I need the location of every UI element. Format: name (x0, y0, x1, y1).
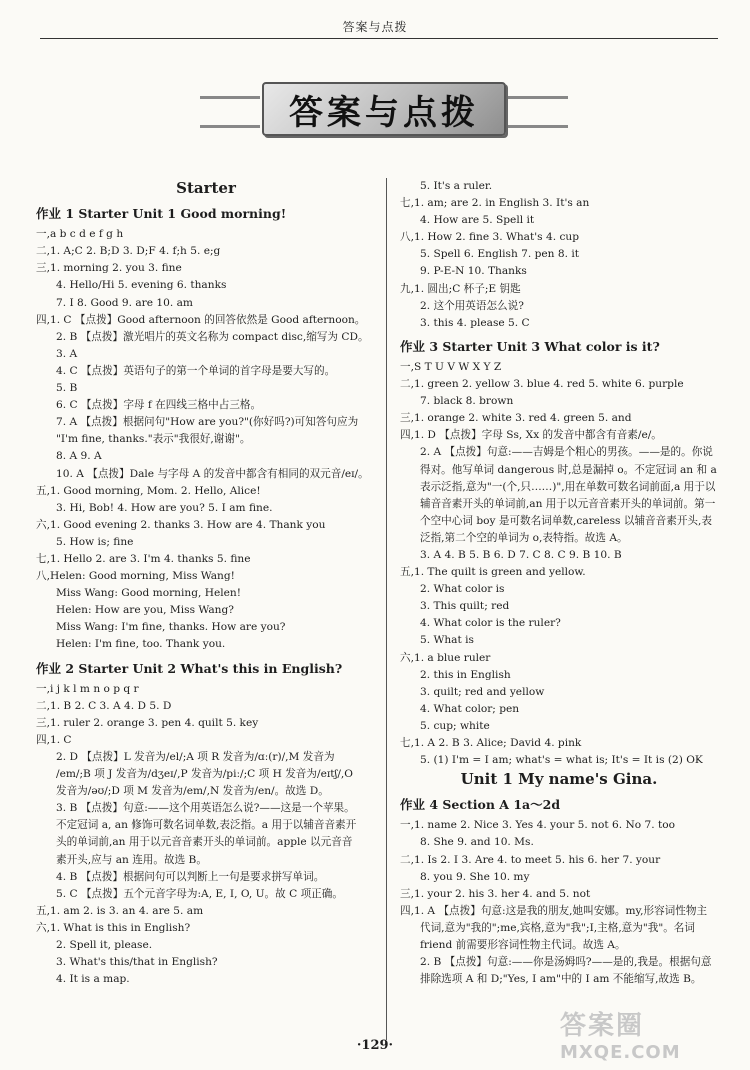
answer-line: 3. Hi, Bob! 4. How are you? 5. I am fine. (56, 501, 273, 514)
answer-line: 5. cup; white (420, 719, 490, 732)
answer-line: 三,1. morning 2. you 3. fine (36, 262, 182, 275)
answer-line: 3. quilt; red and yellow (420, 685, 545, 698)
left-column (36, 178, 376, 988)
exercise-heading: 作业 4 Section A 1a～2d (400, 797, 561, 813)
exercise-heading: 作业 3 Starter Unit 3 What color is it? (400, 338, 660, 354)
exercise-heading: 作业 2 Starter Unit 2 What's this in English? (36, 660, 343, 676)
answer-line: 2. this in English (420, 668, 511, 681)
answer-line: 六,1. a blue ruler (400, 651, 491, 664)
section-title: Unit 1 My name's Gina. (460, 770, 658, 789)
answer-line: 4. Hello/Hi 5. evening 6. thanks (56, 279, 227, 292)
answer-line: 得对。他写单词 dangerous 时,总是漏掉 o。不定冠词 an 和 a 表示泛指,意为"一(个,只……)",用在单数可数名词前面,a 用于以辅音音素开头的单词前,an 用于以元音音素开头的单词前。第一个空中心词 boy 是可数名词单数,careless 以辅音音素开头,表泛指,第二个空的单词为 o,表特指。故选 A。 (420, 463, 717, 544)
answer-line: 8. She 9. and 10. Ms. (420, 836, 534, 849)
answer-line: 4. What color is the ruler? (420, 617, 561, 630)
answer-line: 七,1. A 2. B 3. Alice; David 4. pink (400, 737, 582, 749)
answer-line: Helen: I'm fine, too. Thank you. (56, 638, 226, 651)
answer-line: 2. B 【点拨】句意:——你是汤姆吗?——是的,我是。根据句意 (420, 956, 712, 969)
answer-line: 二,1. green 2. yellow 3. blue 4. red 5. white 6. purple (400, 378, 684, 391)
answer-line: 九,1. 圆出;C 杯子;E 钥匙 (400, 282, 521, 295)
answer-line: 一,S T U V W X Y Z (400, 360, 502, 373)
answer-line: Miss Wang: I'm fine, thanks. How are you? (56, 621, 286, 634)
answer-line: 2. Spell it, please. (56, 939, 153, 952)
answer-line: 二,1. Is 2. I 3. Are 4. to meet 5. his 6. her 7. your (400, 853, 661, 866)
answer-line: 五,1. The quilt is green and yellow. (400, 566, 586, 579)
answer-line: 5. Spell 6. English 7. pen 8. it (420, 248, 579, 261)
answer-line: 七,1. am; are 2. in English 3. It's an (400, 197, 590, 210)
answer-line: 8. you 9. She 10. my (420, 870, 530, 883)
answer-line: 四,1. C 【点拨】Good afternoon 的回答依然是 Good afternoon。 (36, 313, 366, 326)
answer-line: 3. This quilt; red (420, 600, 510, 613)
answer-line: 二,1. A;C 2. B;D 3. D;F 4. f;h 5. e;g (36, 245, 221, 258)
answer-line: 一,1. name 2. Nice 3. Yes 4. your 5. not 6. No 7. too (400, 819, 675, 832)
answer-line: 2. B 【点拨】激光唱片的英文名称为 compact disc,缩写为 CD。 (56, 330, 369, 343)
answer-line: 一,i j k l m n o p q r (36, 682, 139, 695)
answer-line: 2. 这个用英语怎么说? (420, 299, 524, 312)
answer-line: 5. It's a ruler. (420, 180, 493, 192)
answer-line: 八,Helen: Good morning, Miss Wang! (36, 570, 235, 583)
answer-line: 5. B (56, 382, 78, 395)
answer-line: 9. P-E-N 10. Thanks (420, 265, 527, 278)
answer-line: 3. this 4. please 5. C (420, 316, 530, 329)
answer-line: "I'm fine, thanks."表示"我很好,谢谢"。 (56, 433, 251, 446)
answer-line: 四,1. A 【点拨】句意:这是我的朋友,她叫安娜。my,形容词性物主 (400, 904, 708, 917)
answer-line: 素开头,应与 an 连用。故选 B。 (56, 853, 207, 866)
answer-line: /em/;B 项 J 发音为/dʒeɪ/,P 发音为/piː/;C 项 H 发音为/eɪtʃ/,O (56, 768, 353, 781)
answer-line: 3. What's this/that in English? (56, 956, 218, 969)
answer-line: 4. B 【点拨】根据问句可以判断上一句是要求拼写单词。 (56, 870, 325, 883)
answer-line: 六,1. What is this in English? (36, 921, 191, 934)
answer-line: 3. A 4. B 5. B 6. D 7. C 8. C 9. B 10. B (420, 548, 622, 561)
page-number: ·129· (356, 1038, 394, 1053)
watermark-cn: 答案圈 (560, 1011, 645, 1041)
answer-line: 5. What is (420, 634, 474, 647)
watermark-url: MXQE.COM (560, 1042, 681, 1063)
answer-line: 5. C 【点拨】五个元音字母为:A, E, I, O, U。故 C 项正确。 (56, 887, 343, 900)
answer-line: 发音为/əʊ/;D 项 M 发音为/em/,N 发音为/en/。故选 D。 (56, 785, 329, 798)
answer-line: 8. A 9. A (56, 450, 102, 463)
answer-line: 4. How are 5. Spell it (420, 214, 535, 227)
answer-line: 2. D 【点拨】L 发音为/el/;A 项 R 发音为/ɑː(r)/,M 发音为 (56, 751, 335, 763)
answer-line: 六,1. Good evening 2. thanks 3. How are 4. Thank you (36, 518, 326, 531)
answer-line: 2. What color is (420, 583, 505, 596)
exercise-heading: 作业 1 Starter Unit 1 Good morning! (36, 206, 287, 222)
column-divider (386, 178, 387, 1040)
answer-line: 3. B 【点拨】句意:——这个用英语怎么说?——这是一个苹果。 (56, 802, 355, 815)
answer-line: 3. A (56, 347, 78, 360)
answer-line: 三,1. orange 2. white 3. red 4. green 5. and (400, 412, 632, 425)
right-column (400, 178, 718, 988)
answer-line: 7. I 8. Good 9. are 10. am (56, 296, 193, 309)
answer-line: 4. What color; pen (420, 702, 520, 715)
answer-line: 不定冠词 a, an 修饰可数名词单数,表泛指。a 用于以辅音音素开 (56, 819, 357, 832)
section-title: Starter (176, 179, 236, 197)
answer-line: 四,1. C (36, 733, 72, 746)
answer-line: 头的单词前,an 用于以元音音素开头的单词前。apple 以元音音 (56, 836, 353, 849)
answer-line: 一,a b c d e f g h (36, 228, 124, 241)
answer-line: 6. C 【点拨】字母 f 在四线三格中占三格。 (56, 399, 262, 412)
header-rule (40, 38, 718, 39)
answer-line: 4. It is a map. (56, 973, 130, 986)
answer-line: 10. A 【点拨】Dale 与字母 A 的发音中都含有相同的双元音/eɪ/。 (56, 467, 369, 480)
answer-line: 5. (1) I'm = I am; what's = what is; It's = It is (2) OK (420, 754, 703, 767)
answer-line: 二,1. B 2. C 3. A 4. D 5. D (36, 699, 172, 712)
answer-line: 7. black 8. brown (420, 395, 514, 408)
answer-line: 五,1. Good morning, Mom. 2. Hello, Alice! (36, 484, 261, 497)
section-banner: 答案与点拨 (262, 82, 506, 136)
answer-line: Miss Wang: Good morning, Helen! (56, 587, 241, 600)
answer-line: 2. A 【点拨】句意:——吉姆是个粗心的男孩。——是的。你说 (420, 446, 713, 459)
answer-line: 三,1. your 2. his 3. her 4. and 5. not (400, 887, 591, 900)
watermark-logo (560, 1005, 740, 1065)
answer-line: 排除选项 A 和 D;"Yes, I am"中的 I am 不能缩写,故选 B。 (420, 973, 702, 986)
answer-line: 4. C 【点拨】英语句子的第一个单词的首字母是要大写的。 (56, 364, 336, 377)
running-head: 答案与点拨 (342, 20, 408, 34)
answer-line: 八,1. How 2. fine 3. What's 4. cup (400, 231, 579, 244)
answer-line: 5. How is; fine (56, 535, 134, 548)
answer-line: 七,1. Hello 2. are 3. I'm 4. thanks 5. fine (36, 552, 251, 565)
answer-line: Helen: How are you, Miss Wang? (56, 604, 234, 617)
answer-line: 代词,意为"我的";me,宾格,意为"我";I,主格,意为"我"。名词 friend 前需要形容词性物主代词。故选 A。 (420, 921, 695, 952)
answer-line: 7. A 【点拨】根据问句"How are you?"(你好吗?)可知答句应为 (56, 416, 359, 429)
answer-line: 五,1. am 2. is 3. an 4. are 5. am (36, 904, 204, 917)
answer-line: 四,1. D 【点拨】字母 Ss, Xx 的发音中都含有音素/e/。 (400, 429, 662, 442)
answer-line: 三,1. ruler 2. orange 3. pen 4. quilt 5. key (36, 716, 259, 729)
